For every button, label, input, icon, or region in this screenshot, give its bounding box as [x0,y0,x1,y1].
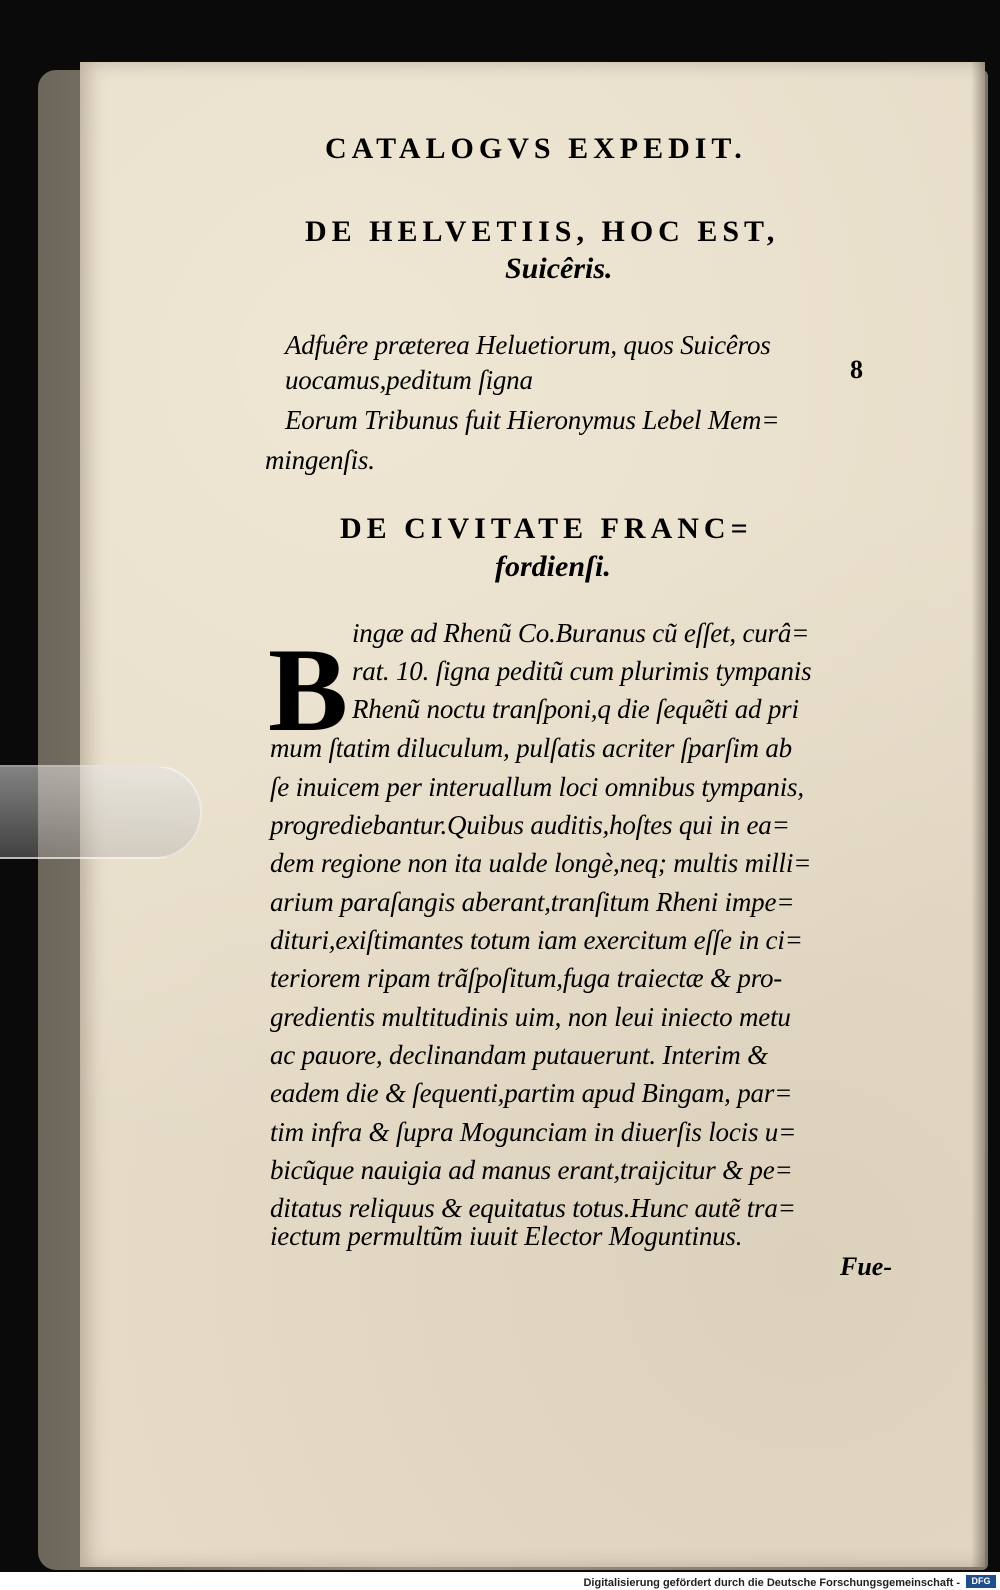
catchword: Fue- [840,1252,892,1281]
text-line: gredientis multitudinis uim, non leui iniecto metu [270,1002,791,1032]
text-line: progrediebantur.Quibus auditis,hoſtes qui in ea= [270,810,790,840]
text-line: Adfuêre prӕterea Heluetiorum, quos Suicêros [285,330,771,360]
text-line: arium paraſangis aberant,tranſitum Rheni impe= [270,887,795,917]
text-line: ſe inuicem per interuallum loci omnibus tympanis, [270,772,804,802]
text-line: Rhenũ noctu tranſponi,q die ſequẽti ad pri [352,694,799,724]
text-line: rat. 10. ſigna peditũ cum plurimis tympanis [352,656,812,686]
book-clip [0,765,202,859]
section-subheading-suiceris: Suicêris. [505,252,613,285]
dfg-logo: DFG [966,1575,996,1588]
footer-bar [0,1572,1000,1590]
text-line: ac pauore, declinandam putauerunt. Interim & [270,1040,768,1070]
section-heading-civitate: DE CIVITATE FRANC= [340,512,753,545]
text-line: eadem die & ſequenti,partim apud Bingam, par= [270,1078,793,1108]
signa-count: 8 [850,355,863,384]
section-heading-helvetiis: DE HELVETIIS, HOC EST, [305,215,780,248]
section-subheading-fordiensi: fordienſi. [495,550,611,583]
text-line: iectum permultũm iuuit Elector Moguntinus. [270,1221,743,1251]
text-line: teriorem ripam trãſpoſitum,fuga traiectӕ & pro- [270,963,783,993]
text-line: mum ſtatim diluculum, pulſatis acriter ſparſim ab [270,733,792,763]
footer-credit: Digitalisierung gefördert durch die Deutsche Forschungsgemeinschaft - [583,1577,960,1589]
text-line: dituri,exiſtimantes totum iam exercitum eſſe in ci= [270,925,803,955]
text-line: ditatus reliquus & equitatus totus.Hunc autẽ tra= [270,1193,796,1223]
text-line: Eorum Tribunus fuit Hieronymus Lebel Mem= [285,405,780,435]
text-line: bicũque nauigia ad manus erant,traijcitur & pe= [270,1155,793,1185]
text-line: tim infra & ſupra Mogunciam in diuerſis locis u= [270,1117,797,1147]
page-spine-shadow [971,62,985,1567]
text-line: ingӕ ad Rhenũ Co.Buranus cũ eſſet, curâ= [352,618,810,648]
text-line: uocamus,peditum ſigna [285,365,533,395]
drop-cap: B [268,623,349,756]
running-head: CATALOGVS EXPEDIT. [325,132,747,165]
text-line: dem regione non ita ualde longè,neq; multis milli= [270,848,812,878]
text-line: mingenſis. [265,445,375,475]
